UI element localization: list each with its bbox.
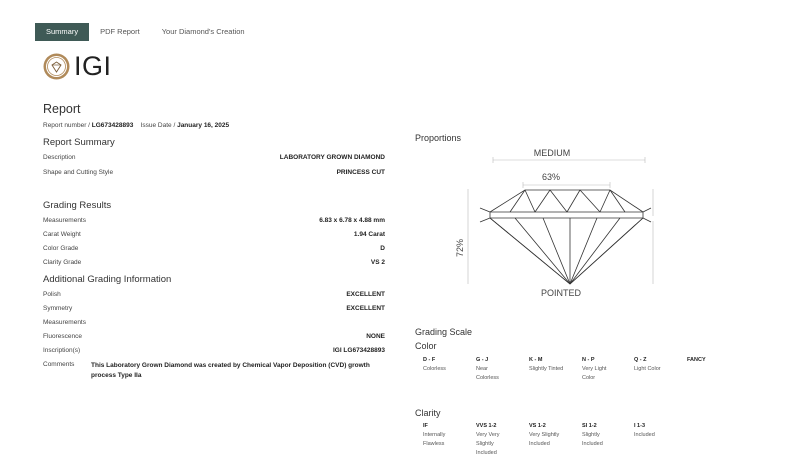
row-value: VS 2 xyxy=(370,259,385,266)
clarity-grade xyxy=(634,422,684,440)
row-label: Color Grade xyxy=(43,245,79,252)
row-value: 6.83 x 6.78 x 4.88 mm xyxy=(319,217,385,224)
grade-desc: Slightly Tinted xyxy=(529,366,564,372)
tab-diamond-creation[interactable]: Your Diamond's Creation xyxy=(161,27,245,36)
comments-text: This Laboratory Grown Diamond was created by Chemical Vapor Deposition (CVD) growth process Type IIa xyxy=(91,362,370,379)
grade-code: D - F xyxy=(423,357,436,363)
grade-code: Q - Z xyxy=(634,357,647,363)
clarity-grade xyxy=(476,422,512,458)
clarity-grade xyxy=(423,422,457,449)
grade-desc: Included xyxy=(634,432,655,438)
row-label: Carat Weight xyxy=(43,231,81,238)
color-grade xyxy=(687,356,737,365)
row-value: LABORATORY GROWN DIAMOND xyxy=(279,154,385,161)
report-number: LG673428893 xyxy=(91,122,134,129)
grade-desc: Internally Flawless xyxy=(423,432,446,447)
row-label: Clarity Grade xyxy=(43,259,82,266)
row-value: 1.94 Carat xyxy=(353,231,385,238)
grade-desc: Slightly Included xyxy=(582,432,603,447)
row-label: Symmetry xyxy=(43,305,73,312)
row-value: NONE xyxy=(366,333,385,340)
grade-desc: Near Colorless xyxy=(476,366,499,381)
grading-row xyxy=(43,231,385,238)
igi-wordmark: IGI xyxy=(74,51,112,81)
grading-title: Grading Results xyxy=(43,200,112,211)
additional-row xyxy=(43,305,385,312)
row-label: Shape and Cutting Style xyxy=(43,169,114,176)
proportions-title: Proportions xyxy=(415,133,462,143)
color-scale-title: Color xyxy=(415,341,437,351)
row-value: IGI LG673428893 xyxy=(332,347,385,354)
additional-row xyxy=(43,347,385,354)
tab-summary[interactable]: Summary xyxy=(35,23,89,41)
issue-date: January 16, 2025 xyxy=(177,122,230,129)
report-number-label: Report number / xyxy=(43,122,90,129)
grade-desc: Colorless xyxy=(423,366,446,372)
grade-desc: Very Light Color xyxy=(582,366,607,381)
grade-code: IF xyxy=(423,423,428,429)
grade-code: G - J xyxy=(476,357,489,363)
table-label: 63% xyxy=(541,172,561,182)
additional-row xyxy=(43,291,385,298)
row-label: Measurements xyxy=(43,319,86,326)
comments-label: Comments xyxy=(43,361,75,368)
igi-seal-icon xyxy=(43,53,70,80)
row-label: Description xyxy=(43,154,76,161)
girdle-label: MEDIUM xyxy=(533,148,571,158)
row-value: EXCELLENT xyxy=(346,291,385,298)
grade-desc: Very Very Slightly Included xyxy=(476,432,500,456)
color-grade xyxy=(476,356,512,383)
grade-code: SI 1-2 xyxy=(582,423,597,429)
grading-row xyxy=(43,245,385,252)
clarity-grade xyxy=(529,422,569,449)
report-section xyxy=(43,102,385,379)
issue-date-label: Issue Date / xyxy=(140,122,176,129)
grade-desc: Very Slightly Included xyxy=(529,432,560,447)
clarity-scale-title: Clarity xyxy=(415,408,441,418)
grade-code: K - M xyxy=(529,357,543,363)
tab-bar xyxy=(35,23,256,41)
row-label: Fluorescence xyxy=(43,333,83,340)
summary-row xyxy=(43,154,385,161)
color-grade xyxy=(582,356,618,383)
row-value: D xyxy=(380,245,385,252)
report-title: Report xyxy=(43,102,81,116)
clarity-grade xyxy=(582,422,618,449)
row-value: PRINCESS CUT xyxy=(336,169,385,176)
color-grade xyxy=(423,356,473,374)
row-value: EXCELLENT xyxy=(346,305,385,312)
grading-scale-title: Grading Scale xyxy=(415,327,473,337)
culet-label: POINTED xyxy=(540,288,582,298)
comments-row xyxy=(43,361,388,381)
proportions-diagram xyxy=(455,144,675,300)
summary-title: Report Summary xyxy=(43,137,115,148)
grading-row xyxy=(43,259,385,266)
row-label: Inscription(s) xyxy=(43,347,81,354)
igi-logo xyxy=(43,51,112,82)
depth-label: 72% xyxy=(455,238,465,258)
grade-code: VS 1-2 xyxy=(529,423,546,429)
additional-row xyxy=(43,319,385,326)
row-label: Measurements xyxy=(43,217,86,224)
grade-code: I 1-3 xyxy=(634,423,646,429)
color-grade xyxy=(529,356,579,374)
grade-code: VVS 1-2 xyxy=(476,423,497,429)
grade-desc: Light Color xyxy=(634,366,661,372)
color-grade xyxy=(634,356,684,374)
report-meta xyxy=(43,122,385,129)
tab-pdf-report[interactable]: PDF Report xyxy=(100,27,140,36)
additional-title: Additional Grading Information xyxy=(43,274,172,285)
summary-row xyxy=(43,169,385,176)
grading-row xyxy=(43,217,385,224)
additional-row xyxy=(43,333,385,340)
grade-code: FANCY xyxy=(687,357,706,363)
grade-code: N - P xyxy=(582,357,595,363)
row-label: Polish xyxy=(43,291,61,298)
